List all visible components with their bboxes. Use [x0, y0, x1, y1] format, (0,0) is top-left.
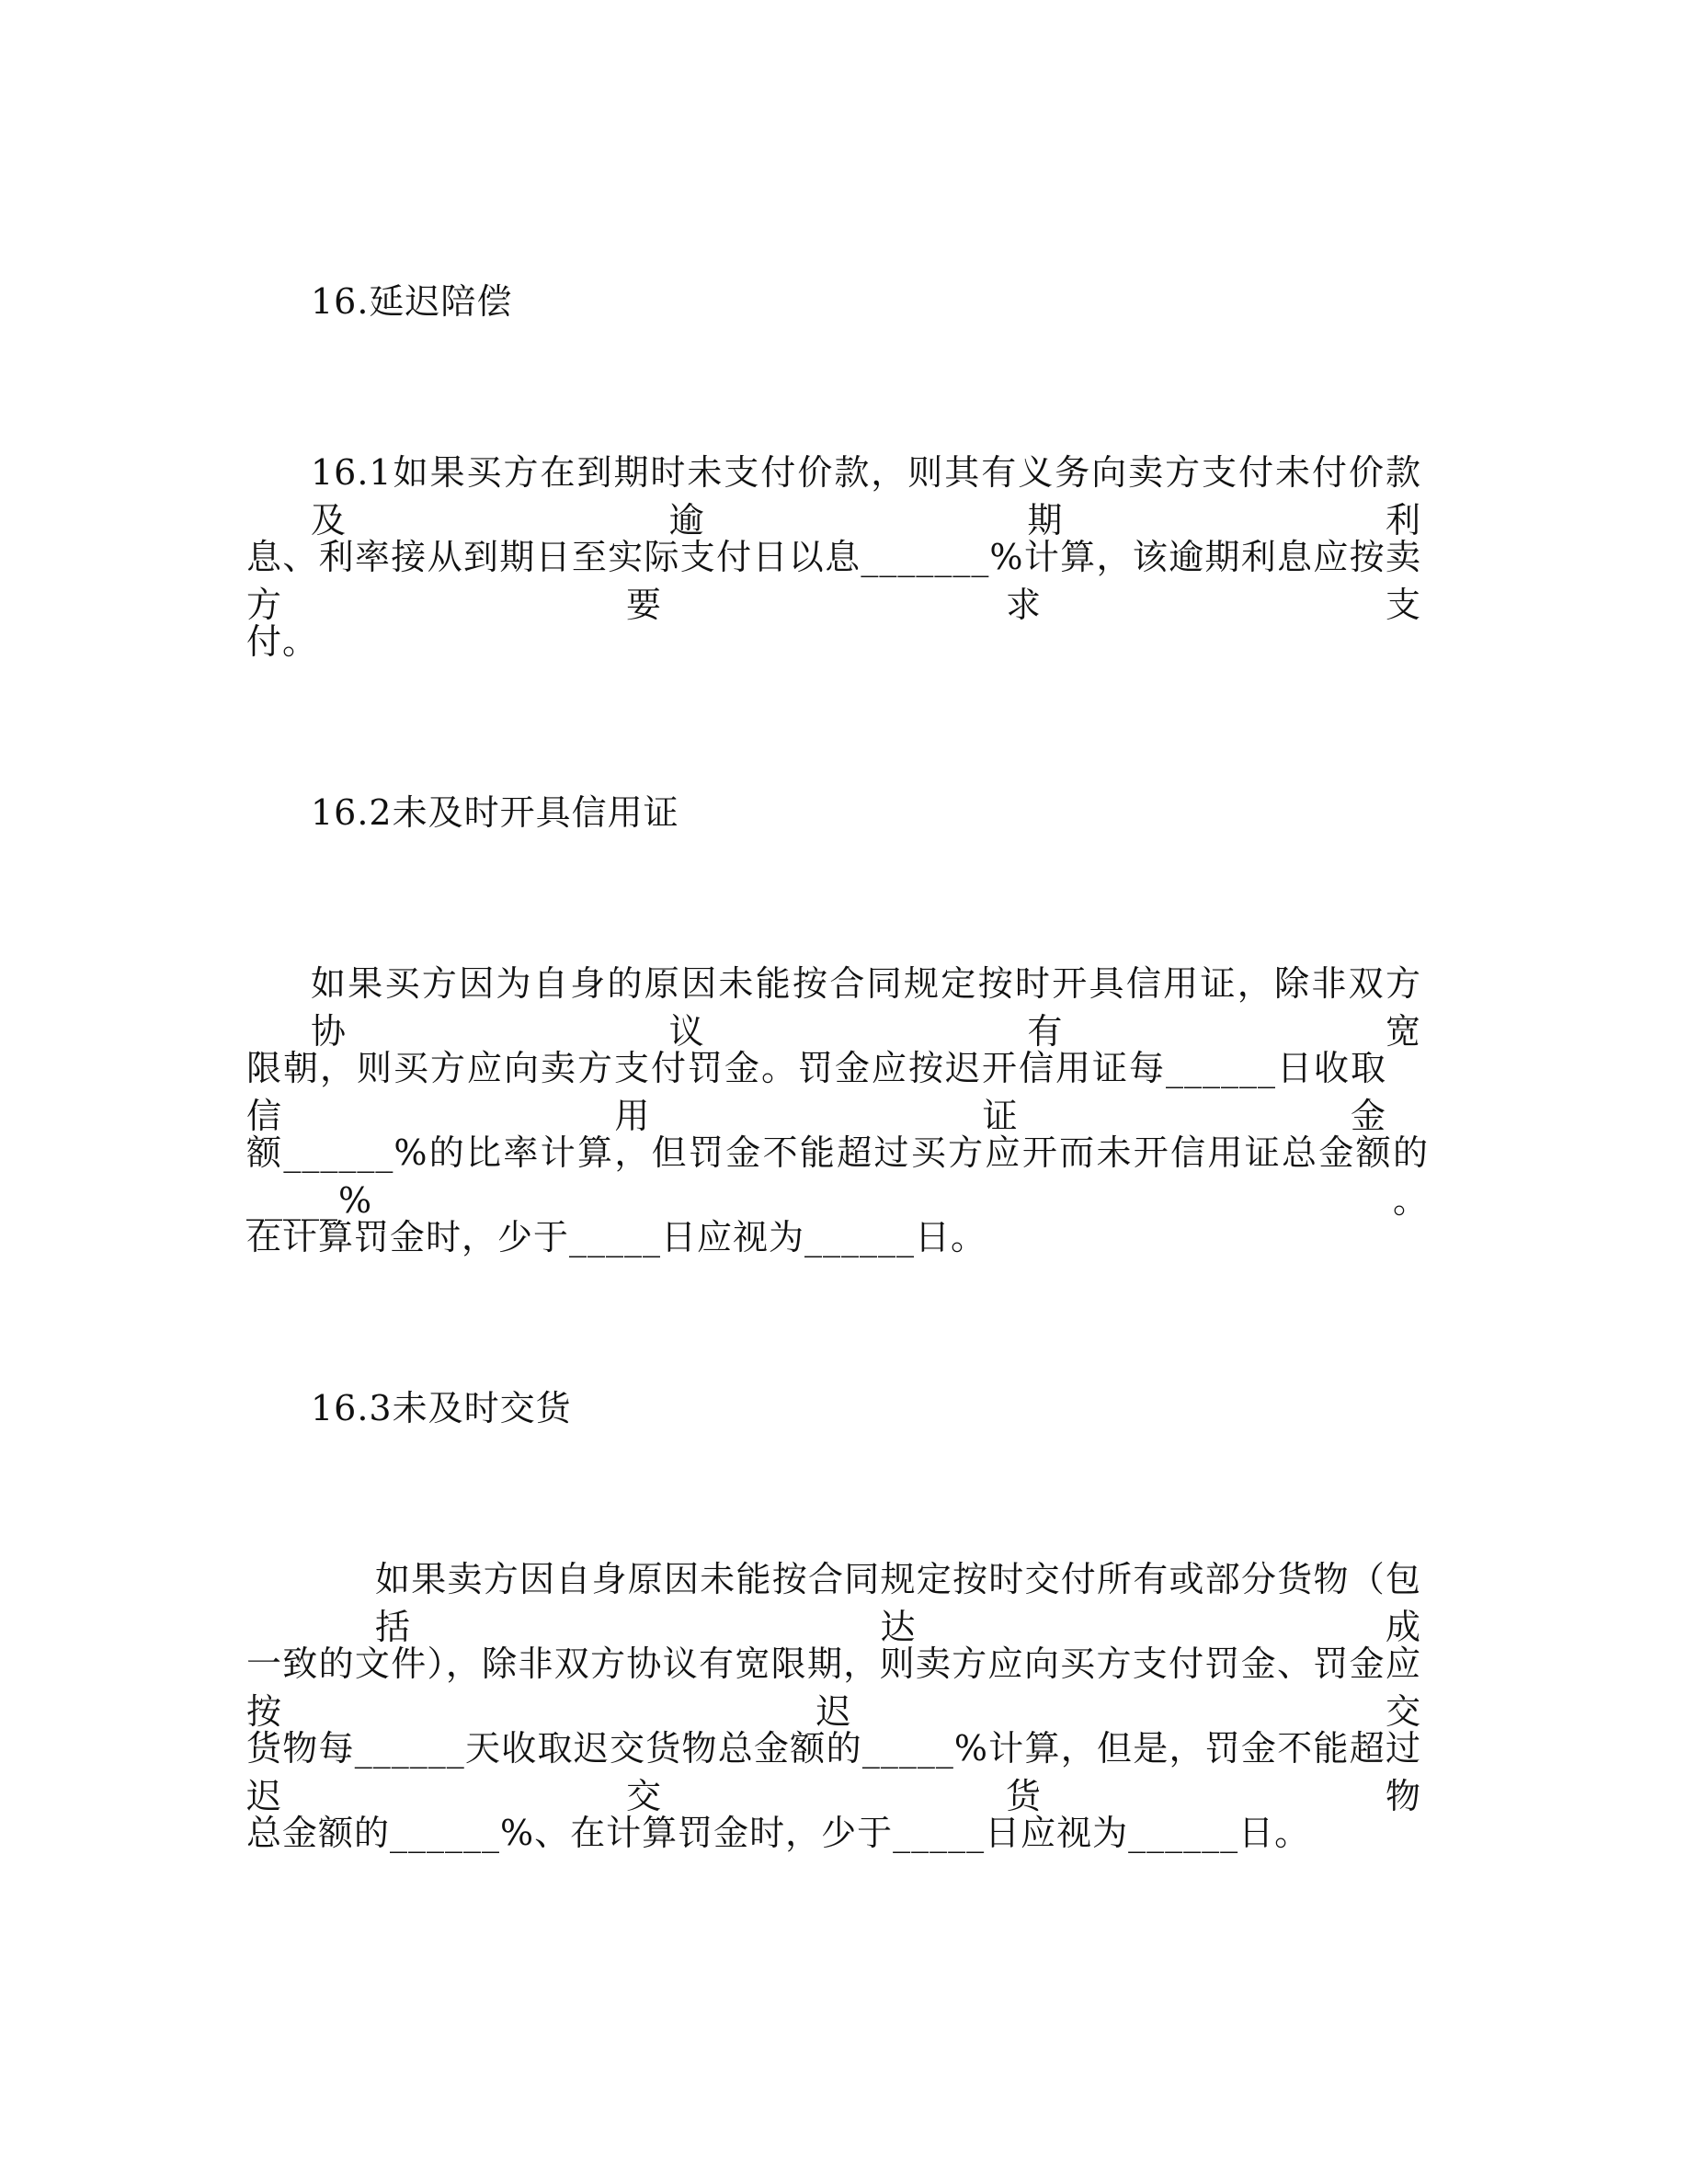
clause-16-2-heading: 16.2未及时开具信用证 [311, 792, 679, 833]
clause-16-3-line-3: 货物每______天收取迟交货物总金额的_____%计算，但是，罚金不能超过迟交货物 [246, 1728, 1421, 1816]
clause-16-3-heading: 16.3未及时交货 [311, 1388, 572, 1428]
clause-16-2-line-1: 如果买方因为自身的原因未能按合同规定按时开具信用证，除非双方协议有宽 [311, 963, 1421, 1052]
clause-16-2-line-4: 在计算罚金时，少于_____日应视为______日。 [246, 1217, 987, 1257]
clause-16-3-line-1: 如果卖方因自身原因未能按合同规定按时交付所有或部分货物（包括达成 [375, 1559, 1421, 1647]
clause-16-1-line-3: 付。 [246, 621, 319, 662]
clause-16-3-line-2: 一致的文件），除非双方协议有宽限期，则卖方应向买方支付罚金、罚金应按迟交 [246, 1644, 1421, 1732]
clause-16-1-line-2: 息、利率接从到期日至实际支付日以息_______%计算，该逾期利息应按卖方要求支 [246, 537, 1421, 625]
clause-16-2-line-2: 限朝，则买方应向卖方支付罚金。罚金应按迟开信用证每______日收取信用证金 [246, 1048, 1386, 1136]
section-title: 16.延迟陪偿 [311, 281, 513, 322]
clause-16-2-line-3: 额______%的比率计算，但罚金不能超过买方应开而未开信用证总金额的_____%。 [246, 1132, 1429, 1221]
clause-16-1-line-1: 16.1如果买方在到期时未支付价款，则其有义务向卖方支付未付价款及逾期利 [311, 452, 1421, 540]
clause-16-3-line-4: 总金额的______%、在计算罚金时，少于_____日应视为______日。 [246, 1813, 1311, 1853]
